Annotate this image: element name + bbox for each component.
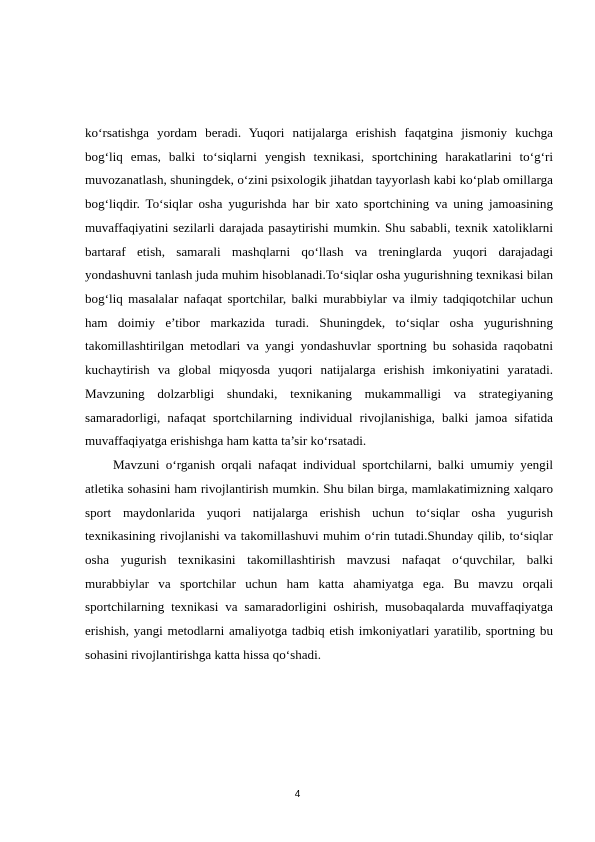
- body-text: [85, 121, 553, 667]
- paragraph-2: Mavzuni o‘rganish orqali nafaqat individual sportchilarni, balki umumiy yengil atletika sohasini ham rivojlantirish mumkin. Shu bilan birga, mamlakatimizning xalqaro sport maydonlarida yuqori natijalarga erishish uchun to‘siqlar osha yugurish texnikasining rivojlanishi va takomillashuvi muhim o‘rin tutadi.Shunday qilib, to‘siqlar osha yugurish texnikasini takomillashtirish mavzusi nafaqat o‘quvchilar, balki murabbiylar va sportchilar uchun ham katta ahamiyatga ega. Bu mavzu orqali sportchilarning texnikasi va samaradorligini oshirish, musobaqalarda muvaffaqiyatga erishish, yangi metodlarni amaliyotga tadbiq etish imkoniyatlari yaratilib, sportning bu sohasini rivojlantirishga katta hissa qo‘shadi.: [85, 457, 553, 662]
- page-number: 4: [294, 789, 301, 800]
- paragraph-1: ko‘rsatishga yordam beradi. Yuqori natijalarga erishish faqatgina jismoniy kuchga bog‘liq emas, balki to‘siqlarni yengish texnikasi, sportchining harakatlarini to‘g‘ri muvozanatlash, shuningdek, o‘zini psixologik jihatdan tayyorlash kabi ko‘plab omillarga bog‘liqdir. To‘siqlar osha yugurishda har bir xato sportchining va uning jamoasining muvaffaqiyatini sezilarli darajada pasaytirishi mumkin. Shu sababli, texnik xatoliklarni bartaraf etish, samarali mashqlarni qo‘llash va treninglarda yuqori darajadagi yondashuvni tanlash juda muhim hisoblanadi.To‘siqlar osha yugurishning texnikasi bilan bog‘liq masalalar nafaqat sportchilar, balki murabbiylar va ilmiy tadqiqotchilar uchun ham doimiy e’tibor markazida turadi. Shuningdek, to‘siqlar osha yugurishning takomillashtirilgan metodlari va yangi yondashuvlar sportning bu sohasida raqobatni kuchaytirish va global miqyosda yuqori natijalarga erishish imkoniyatini yaratadi. Mavzuning dolzarbligi shundaki, texnikaning mukammalligi va strategiyaning samaradorligi, nafaqat sportchilarning individual rivojlanishiga, balki jamoa sifatida muvaffaqiyatga erishishga ham katta ta’sir ko‘rsatadi.: [85, 125, 553, 449]
